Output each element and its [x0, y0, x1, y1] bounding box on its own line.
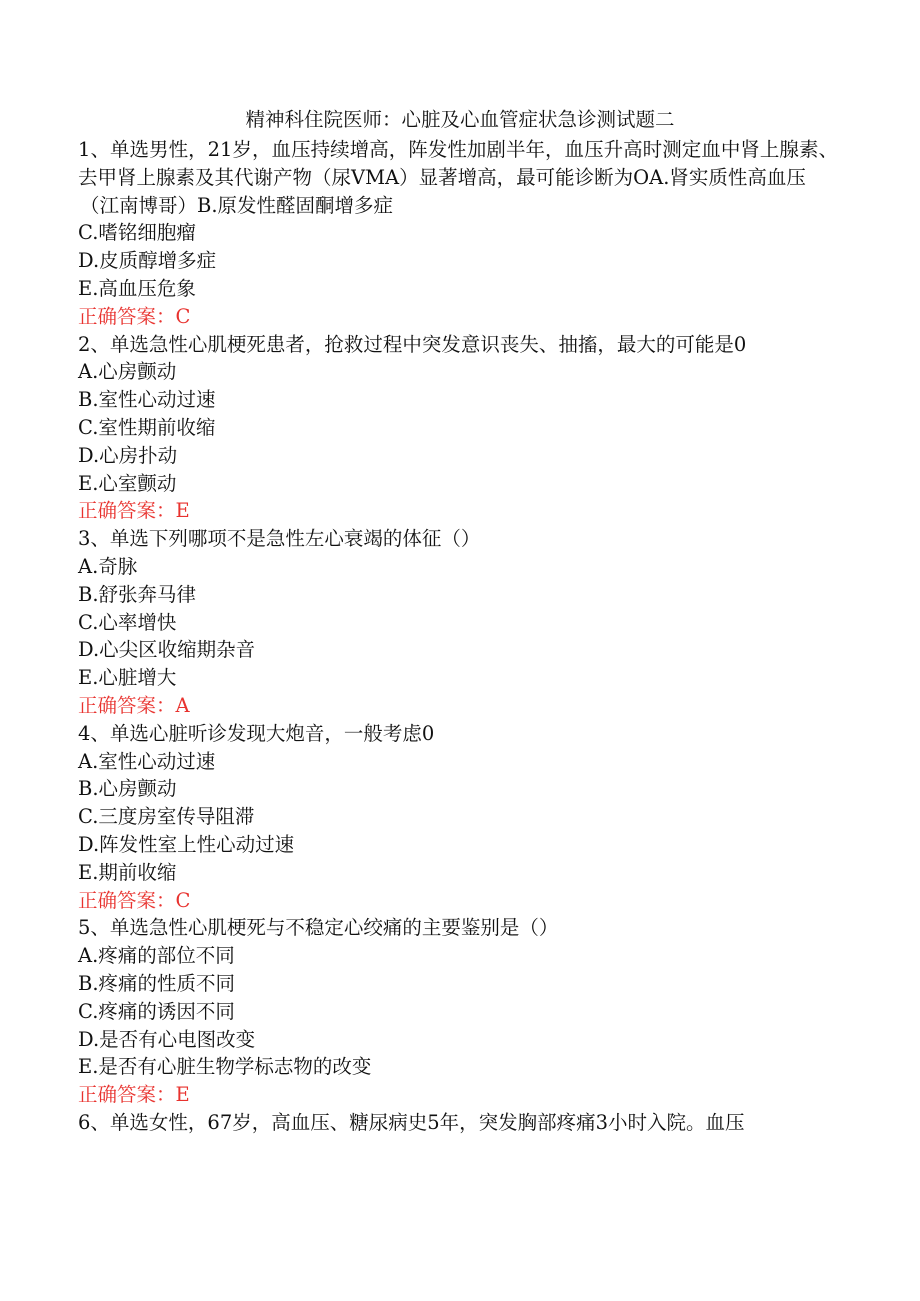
document-title: 精神科住院医师：心脏及心血管症状急诊测试题二: [245, 108, 675, 131]
correct-answer: 正确答案：C: [78, 888, 191, 912]
option-b: B.疼痛的性质不同: [78, 971, 236, 995]
correct-answer: 正确答案：E: [78, 1083, 190, 1107]
option-d: D.阵发性室上性心动过速: [78, 832, 295, 856]
question-stem: 6、单选女性，67岁，高血压、糖尿病史5年，突发胸部疼痛3小时入院。血压: [78, 1110, 745, 1134]
option-c: C.嗜铭细胞瘤: [78, 221, 196, 245]
option-d: D.皮质醇增多症: [78, 249, 217, 273]
question-stem: 1、单选男性，21岁，血压持续增高，阵发性加剧半年，血压升高时测定血中肾上腺素、去甲肾上腺素及其代谢产物（尿VMA）显著增高，最可能诊断为OA.肾实质性高血压: [78, 138, 838, 189]
option-a: A.疼痛的部位不同: [78, 944, 235, 968]
question-6: [78, 1109, 838, 1137]
option-e: E.是否有心脏生物学标志物的改变: [78, 1055, 372, 1079]
correct-answer: 正确答案：A: [78, 693, 190, 717]
correct-answer: 正确答案：C: [78, 304, 191, 328]
option-b: B.室性心动过速: [78, 388, 216, 412]
option-c: C.心率增快: [78, 610, 177, 634]
option-a: A.室性心动过速: [78, 749, 216, 773]
question-stem: 2、单选急性心肌梗死患者，抢救过程中突发意识丧失、抽搐，最大的可能是0: [78, 332, 747, 356]
option-b: B.心房颤动: [78, 777, 177, 801]
question-2: [78, 331, 838, 526]
option-e: E.心脏增大: [78, 666, 177, 690]
question-stem: 4、单选心脏听诊发现大炮音，一般考虑0: [78, 721, 435, 745]
option-e: E.高血压危象: [78, 276, 196, 300]
correct-answer: 正确答案：E: [78, 499, 190, 523]
question-stem: 3、单选下列哪项不是急性左心衰竭的体征（）: [78, 527, 481, 551]
question-list: [78, 136, 838, 1137]
option-d: D.心房扑动: [78, 443, 178, 467]
option-c: C.室性期前收缩: [78, 415, 216, 439]
question-5: [78, 914, 838, 1109]
option-e: E.心室颤动: [78, 471, 177, 495]
option-d: D.是否有心电图改变: [78, 1027, 256, 1051]
question-stem-continuation: （江南博哥）B.原发性醛固酮增多症: [80, 193, 394, 217]
option-b: B.舒张奔马律: [78, 582, 197, 606]
option-c: C.三度房室传导阻滞: [78, 805, 255, 829]
option-a: A.奇脉: [78, 554, 138, 578]
question-1: [78, 136, 838, 331]
option-a: A.心房颤动: [78, 360, 177, 384]
question-4: [78, 720, 838, 915]
option-e: E.期前收缩: [78, 860, 177, 884]
option-c: C.疼痛的诱因不同: [78, 999, 235, 1023]
question-stem: 5、单选急性心肌梗死与不稳定心绞痛的主要鉴别是（）: [78, 916, 559, 940]
option-d: D.心尖区收缩期杂音: [78, 638, 256, 662]
question-3: [78, 525, 838, 720]
